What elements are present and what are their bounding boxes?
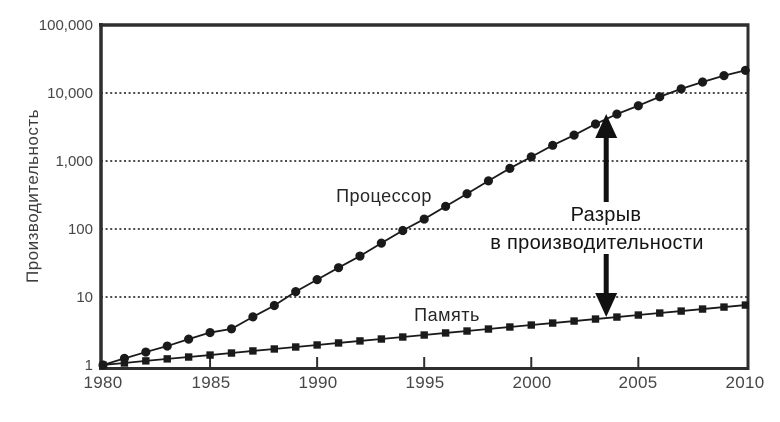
- memory-point-1982: [142, 357, 149, 364]
- processor-point-1982: [141, 347, 150, 356]
- memory-point-1984: [185, 353, 192, 360]
- y-tick-label-10000: 10,000: [47, 85, 93, 102]
- x-tick-label-2010: 2010: [725, 373, 765, 392]
- memory-point-1987: [249, 347, 256, 354]
- processor-point-2010: [741, 66, 750, 75]
- memory-point-2008: [699, 305, 706, 312]
- x-tick-label-2000: 2000: [512, 373, 552, 392]
- memory-point-1995: [421, 331, 428, 338]
- memory-point-1988: [271, 345, 278, 352]
- processor-point-2005: [634, 101, 643, 110]
- y-tick-label-100000: 100,000: [38, 17, 93, 34]
- processor-point-1984: [184, 335, 193, 344]
- y-tick-label-1: 1: [84, 357, 93, 374]
- memory-point-1983: [164, 355, 171, 362]
- memory-point-2002: [570, 317, 577, 324]
- memory-point-1992: [356, 337, 363, 344]
- processor-point-1983: [163, 341, 172, 350]
- processor-point-1998: [484, 176, 493, 185]
- memory-point-2005: [635, 311, 642, 318]
- processor-point-1990: [313, 275, 322, 284]
- memory-point-2001: [549, 319, 556, 326]
- memory-point-1997: [463, 327, 470, 334]
- memory-point-1981: [121, 359, 128, 366]
- processor-point-1991: [334, 263, 343, 272]
- processor-point-2000: [527, 152, 536, 161]
- memory-point-1985: [206, 351, 213, 358]
- processor-point-1996: [441, 202, 450, 211]
- gap-annotation-line2: в производительности: [490, 232, 704, 254]
- y-tick-label-1000: 1,000: [55, 153, 93, 170]
- processor-point-1985: [205, 328, 214, 337]
- y-tick-labels: [39, 17, 93, 374]
- memory-point-2007: [677, 307, 684, 314]
- memory-point-2010: [742, 301, 749, 308]
- memory-point-1996: [442, 329, 449, 336]
- memory-point-1990: [313, 341, 320, 348]
- x-tick-label-1980: 1980: [83, 373, 123, 392]
- processor-point-1987: [248, 312, 257, 321]
- memory-point-1986: [228, 349, 235, 356]
- x-tick-label-1985: 1985: [191, 373, 231, 392]
- processor-point-1997: [462, 189, 471, 198]
- memory-point-1991: [335, 339, 342, 346]
- x-tick-label-2005: 2005: [618, 373, 658, 392]
- processor-point-1992: [355, 251, 364, 260]
- processor-point-1988: [270, 301, 279, 310]
- memory-point-1993: [378, 335, 385, 342]
- y-tick-label-10: 10: [76, 289, 93, 306]
- memory-point-1994: [399, 333, 406, 340]
- x-tick-label-1990: 1990: [298, 373, 338, 392]
- processor-point-2002: [569, 131, 578, 140]
- memory-point-2000: [528, 321, 535, 328]
- x-tick-label-1995: 1995: [405, 373, 445, 392]
- processor-point-2007: [677, 84, 686, 93]
- memory-series-label: Память: [414, 305, 480, 325]
- memory-point-1998: [485, 325, 492, 332]
- memory-point-2006: [656, 309, 663, 316]
- processor-point-2001: [548, 141, 557, 150]
- processor-point-1995: [420, 214, 429, 223]
- memory-point-1980: [99, 361, 106, 368]
- processor-point-2004: [612, 109, 621, 118]
- processor-point-1993: [377, 239, 386, 248]
- processor-point-1999: [505, 164, 514, 173]
- memory-point-1989: [292, 343, 299, 350]
- processor-point-2008: [698, 77, 707, 86]
- gap-annotation-line1: Разрыв: [570, 204, 642, 226]
- y-tick-label-100: 100: [67, 221, 93, 238]
- processor-point-2006: [655, 92, 664, 101]
- memory-point-2009: [720, 303, 727, 310]
- y-axis-title: Производительность: [23, 108, 42, 284]
- memory-point-1999: [506, 323, 513, 330]
- memory-point-2004: [613, 313, 620, 320]
- processor-point-2003: [591, 119, 600, 128]
- x-tick-labels: [83, 373, 764, 392]
- memory-point-2003: [592, 315, 599, 322]
- processor-series-label: Процессор: [336, 186, 432, 206]
- processor-point-1994: [398, 226, 407, 235]
- processor-point-1986: [227, 324, 236, 333]
- processor-point-2009: [719, 71, 728, 80]
- processor-point-1989: [291, 287, 300, 296]
